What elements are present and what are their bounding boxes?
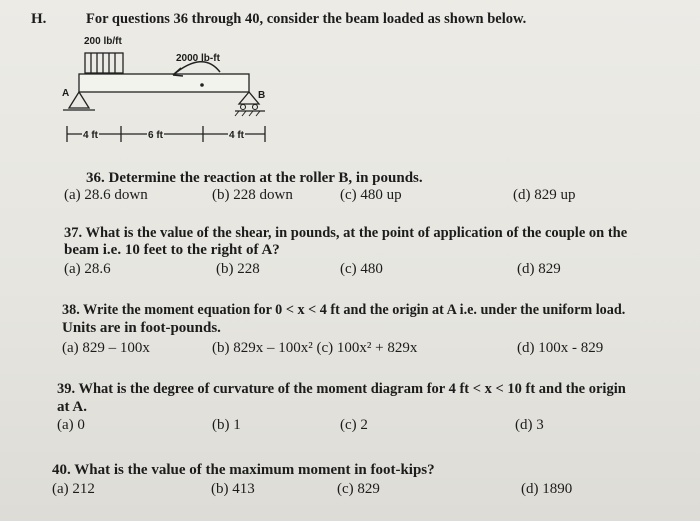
question-37-option-b: (b) 228: [216, 261, 260, 277]
question-38-stem-1: 38. Write the moment equation for 0 < x < 4 ft and the origin at A i.e. under the uniform load.: [62, 302, 626, 318]
question-37-stem-2: beam i.e. 10 feet to the right of A?: [64, 242, 280, 258]
support-b-label: B: [258, 90, 266, 101]
question-37-option-c: (c) 480: [340, 261, 383, 277]
question-40-option-b: (b) 413: [211, 481, 255, 497]
support-a-label: A: [62, 88, 70, 99]
question-39-option-a: (a) 0: [57, 417, 85, 433]
question-40-option-d: (d) 1890: [521, 481, 573, 497]
question-39-stem-1: 39. What is the degree of curvature of the moment diagram for 4 ft < x < 10 ft and the origin: [57, 381, 626, 397]
question-36-stem: 36. Determine the reaction at the roller B, in pounds.: [86, 170, 423, 186]
couple-label: 2000 lb-ft: [176, 53, 220, 64]
dimension-2-label: 6 ft: [147, 127, 164, 144]
section-label: H.: [31, 11, 47, 27]
question-36-option-a: (a) 28.6 down: [64, 187, 148, 203]
question-40-option-c: (c) 829: [337, 481, 380, 497]
beam: [79, 74, 249, 92]
question-40-option-a: (a) 212: [52, 481, 95, 497]
question-38-option-d: (d) 100x - 829: [517, 340, 604, 356]
distributed-load-arrows: [91, 53, 115, 73]
question-36-option-d: (d) 829 up: [513, 187, 576, 203]
question-36-option-c: (c) 480 up: [340, 187, 402, 203]
question-38-stem-2: Units are in foot-pounds.: [62, 320, 221, 336]
roller-support-b: [239, 92, 259, 104]
question-37-stem-1: 37. What is the value of the shear, in pounds, at the point of application of the couple on the: [64, 225, 628, 241]
question-39-option-b: (b) 1: [212, 417, 241, 433]
question-38-option-a: (a) 829 – 100x: [62, 340, 150, 356]
pin-support-a: [69, 92, 89, 108]
distributed-load-label: 200 lb/ft: [84, 36, 122, 47]
dimension-1-label: 4 ft: [82, 127, 99, 144]
dimension-3-label: 4 ft: [228, 127, 245, 144]
question-39-option-d: (d) 3: [515, 417, 544, 433]
question-36-option-b: (b) 228 down: [212, 187, 293, 203]
question-39-stem-2: at A.: [57, 399, 87, 415]
question-39-option-c: (c) 2: [340, 417, 368, 433]
question-37-option-d: (d) 829: [517, 261, 561, 277]
couple-point: [200, 83, 204, 87]
question-40-stem: 40. What is the value of the maximum moment in foot-kips?: [52, 462, 435, 478]
question-38-option-bc: (b) 829x – 100x² (c) 100x² + 829x: [212, 340, 418, 356]
question-37-option-a: (a) 28.6: [64, 261, 111, 277]
intro-text: For questions 36 through 40, consider the beam loaded as shown below.: [86, 11, 527, 27]
